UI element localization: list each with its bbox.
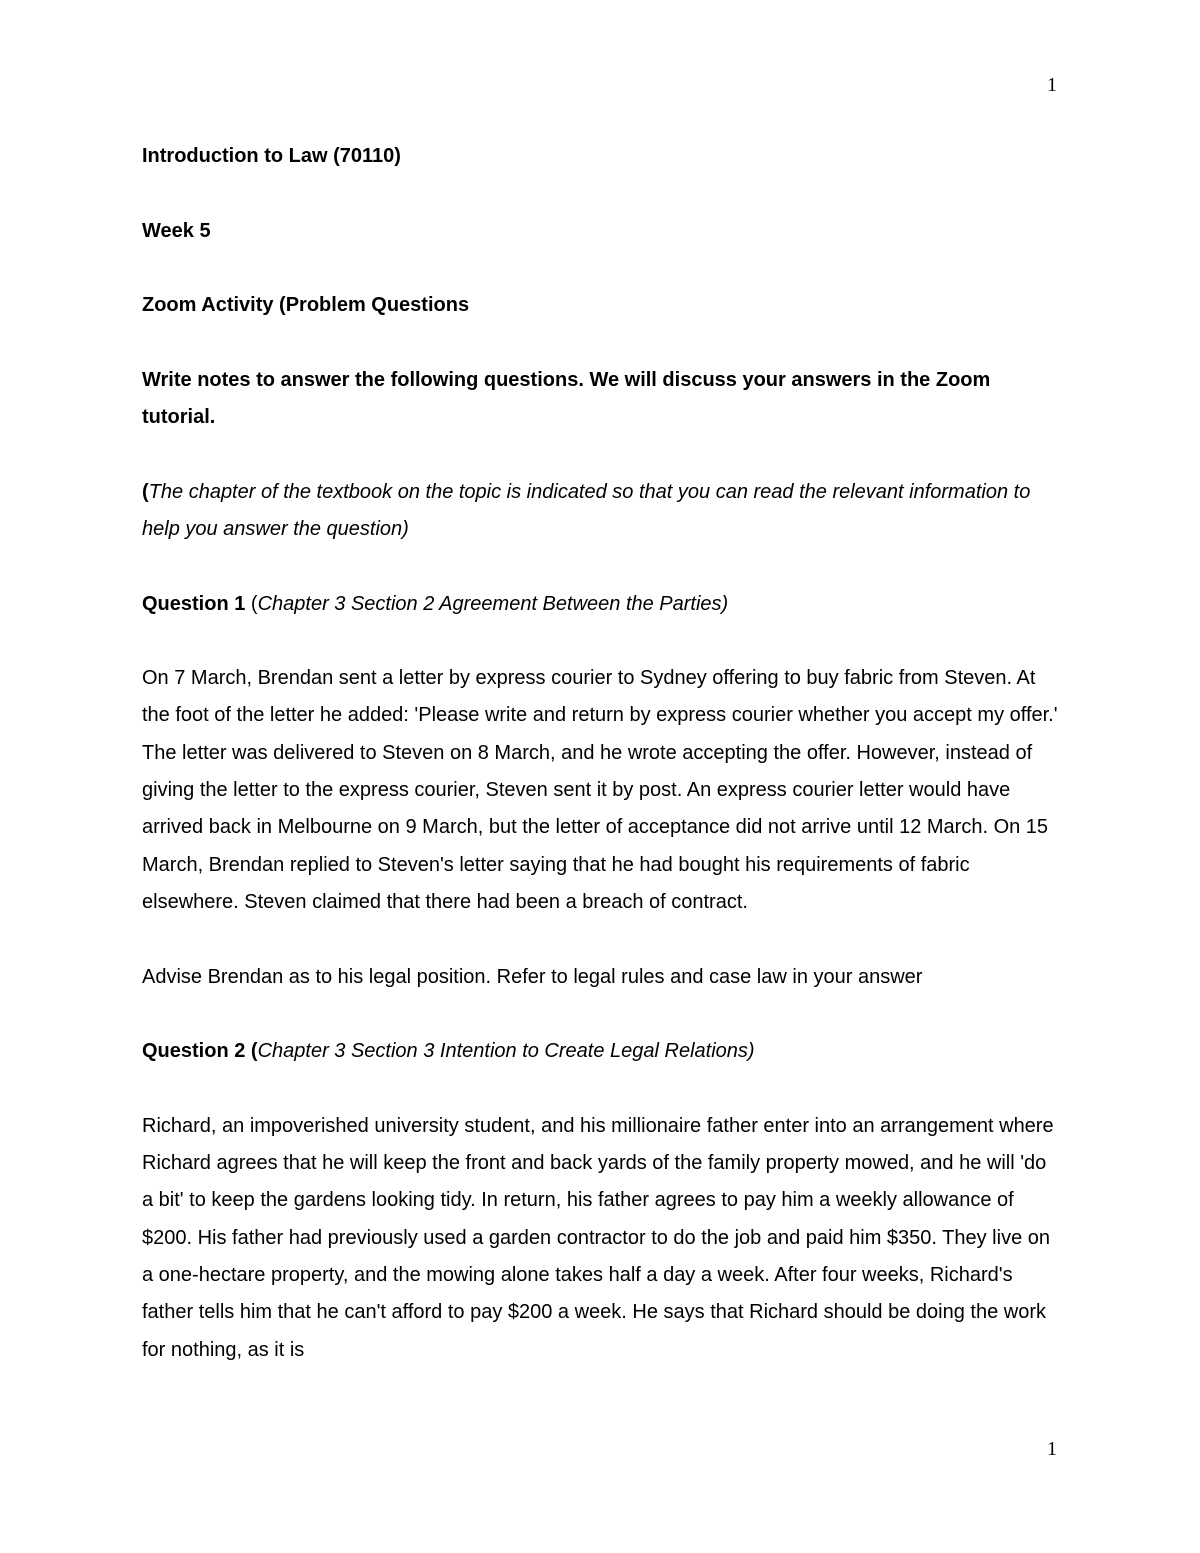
course-title: Introduction to Law (70110): [142, 145, 401, 167]
document-body: [142, 138, 1060, 1406]
instructions: Write notes to answer the following questions. We will discuss your answers in the Zoom tutorial.: [142, 368, 991, 429]
question-1-heading: [142, 586, 1060, 623]
activity-title: Zoom Activity (Problem Questions: [142, 294, 470, 317]
question-1-paren: (: [245, 592, 258, 615]
note-open-paren: (: [142, 480, 149, 503]
note-paragraph: [142, 474, 1060, 549]
question-2-heading: [142, 1033, 1060, 1070]
page-number-footer: 1: [1047, 1438, 1057, 1460]
question-2-body: Richard, an impoverished university student, and his millionaire father enter into an arrangement where Richard agrees that he will keep the front and back yards of the family property mowed, and he will 'do a bit' to keep the gardens looking tidy. In return, his father agrees to pay him a weekly allowance of $200. His father had previously used a garden contractor to do the job and paid him $350. They live on a one-hectare property, and the mowing alone takes half a day a week. After four weeks, Richard's father tells him that he can't afford to pay $200 a week. He says that Richard should be doing the work for nothing, as it is: [142, 1114, 1054, 1361]
page-number-header: 1: [1047, 74, 1057, 96]
week-heading: Week 5: [142, 219, 211, 242]
note-text: The chapter of the textbook on the topic is indicated so that you can read the relevant information to help you answer the question): [142, 480, 1031, 540]
question-2-label: Question 2 (: [142, 1040, 258, 1063]
question-1-body: On 7 March, Brendan sent a letter by express courier to Sydney offering to buy fabric from Steven. At the foot of the letter he added: 'Please write and return by express courier whether you accept my offer.' The letter was delivered to Steven on 8 March, and he wrote accepting the offer. However, instead of giving the letter to the express courier, Steven sent it by post. An express courier letter would have arrived back in Melbourne on 9 March, but the letter of acceptance did not arrive until 12 March. On 15 March, Brendan replied to Steven's letter saying that he had bought his requirements of fabric elsewhere. Steven claimed that there had been a breach of contract.: [142, 667, 1058, 913]
question-1-task: Advise Brendan as to his legal position. Refer to legal rules and case law in your answer: [142, 965, 923, 988]
question-1-label: Question 1: [142, 592, 246, 615]
question-2-reference: Chapter 3 Section 3 Intention to Create Legal Relations): [257, 1040, 755, 1063]
question-1-reference: Chapter 3 Section 2 Agreement Between the Parties): [257, 592, 729, 615]
